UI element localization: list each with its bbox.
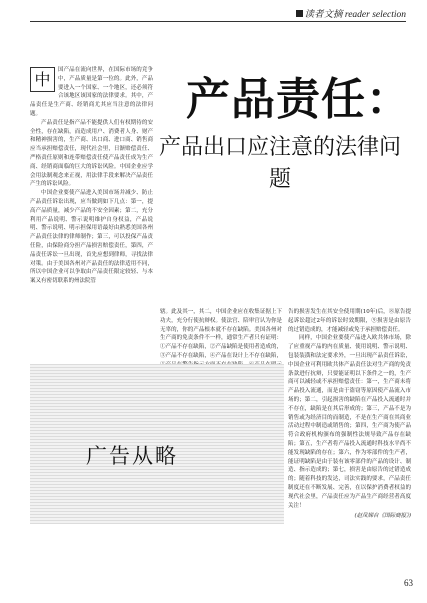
paragraph: 同样，中国企业要使产品进入欧共体市场，除了应重视产品的内在质量、使用说明、警示说明、包装装潢和法定要求外，一旦出现产品责任诉讼，中国企业可利用欧共体产品责任法对生产商的免责条款进行抗辩，只要能证明以下条件之一的，生产商可以减轻或不承担赔偿责任：第一，生产商未将产品投入流通，而是由于盗窃等原因使产品流入市场的；第二，引起损害的缺陷在产品投入流通时并不存在，缺陷是在其后形成的；第三，产品不是为销售或为经济目的而制造，不是在生产商在其商业活动过程中制造或销售的；第四，生产商为使产品符合政府机构颁布的强制性法规导致产品存在缺陷；第五，生产者将产品投入流通时科技水平尚不能发现缺陷的存在；第六，作为零部件的生产者，能证明缺陷是由于装有该零部件的产品的设计、制造、指示造成的；第七，损害是由原告的过错造成的；随着科技的发达，司法实践的要求，产品责任制度还在不断发展、完善，在以保护消费者权益的现代社会里，产品责任应为产品生产商经营者高度关注！: [288, 335, 411, 509]
paragraph: 国产品在流向世界，在国际市场的竞争中，产品质量是第一位的。此外，产品要进入一个国家、一个地区，还必须符合该地区该国家的法律要求。其中，产品责任是生产商、经销商尤其应当注意的法律问题。: [30, 67, 153, 117]
paragraph: 辖。此及其一，其二，中国企业应在收集证据上下功夫，充分行使抗辩权。使法官、陪审官认为你是无辜的，你的产品根本就不存在缺陷。美国各州对生产商的免责条件不一样，通常生产者只有证明：①产品不存在缺陷，②产品缺陷是使用者造成的，③产品不存在缺陷，④产品在设计上不存在缺陷，: [160, 309, 282, 359]
header-rule: [30, 21, 406, 22]
section-label: 读者文摘 reader selection: [296, 6, 407, 20]
paragraph: 告的损害发生在其安全使用期(10年)后，⑧原告提起诉讼超过2年的诉讼时效期限，⑨损害是由原告的过错造成的，才能减轻或免于承担赔偿责任。: [288, 309, 411, 333]
paragraph: 产品责任是指产品不能提供人们有权期待的安全性，存在缺陷，而造成用户、消费者人身、财产和精神损害的，生产商、出口商、进口商、销售商应当承担赔偿责任，现代社会里，日渐赔偿责任、严格责任原则和连带赔偿责任使产品责任成为生产商、经销商面临的巨大的诉讼风险。中国企业应学会用法制观念来正视，用法律手段来解决产品责任产生的诉讼风险。: [30, 119, 153, 188]
article-source: (赵凤娣自《国际商报》): [354, 513, 411, 520]
article-subtitle: 产品出口应注意的法律问题: [158, 135, 401, 192]
article-title: 产品责任：: [186, 74, 411, 125]
text-column-3: [288, 308, 411, 521]
drop-cap: 中: [30, 67, 55, 92]
paragraph: 中国企业要使产品进入美国市场并减少、防止产品责任诉讼出现，应当做到如下几点：第一，提高产品质量，减少产品的不安全因素；第二，充分利用产品说明、警示说明维护自身权益，产品说明、警示说明、明示担保用语最好由熟悉美国各州产品责任法律的律师制作；第三，可以投保产品责任险，由保险商分担产品损害赔偿责任，第四，产品责任诉讼一旦出现，首先应想到律师，寻找法律对策。由于美国各州对产品责任的法律适用不同，所以中国企业可以争取由产品责任限定较轻、与本案又有密切联系的州法院管: [30, 190, 153, 285]
ad-placeholder-text: 广告从略: [86, 444, 178, 468]
text-column-1: [30, 66, 153, 286]
page-number: 63: [404, 578, 413, 588]
page-header: [0, 6, 414, 22]
square-icon: [296, 10, 303, 17]
